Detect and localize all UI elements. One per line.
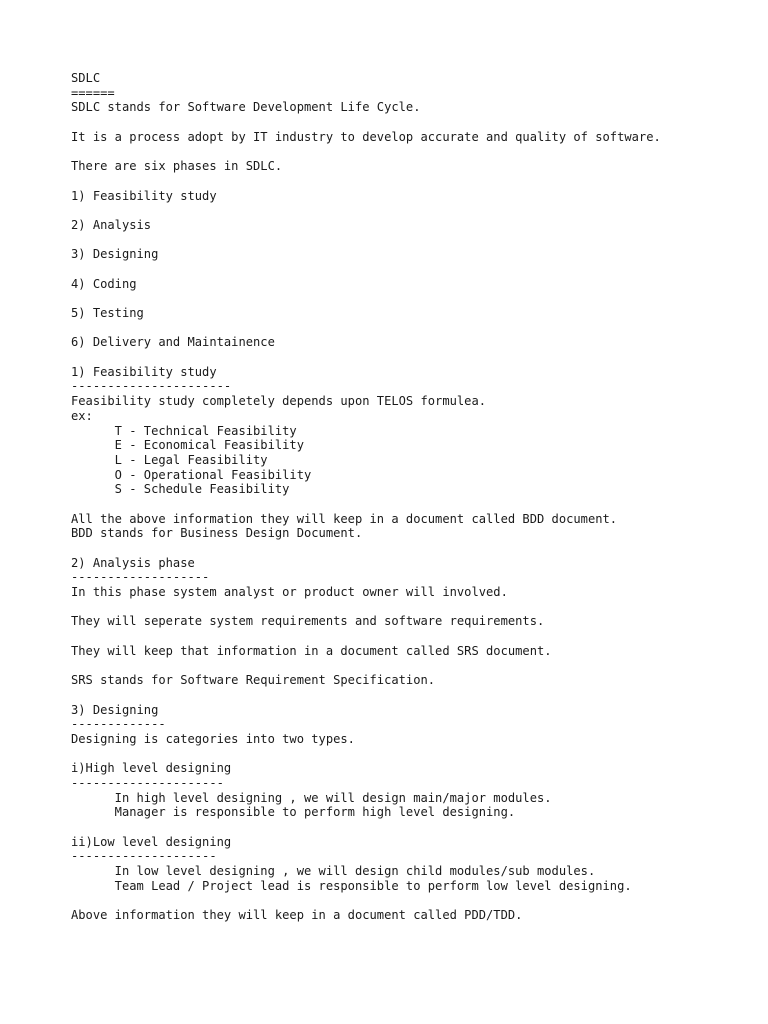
phase-list-item: 1) Feasibility study bbox=[71, 188, 217, 203]
indented-text-line: Team Lead / Project lead is responsible to perform low level designing. bbox=[71, 878, 632, 893]
telos-item: L - Legal Feasibility bbox=[71, 452, 268, 467]
text-line: They will keep that information in a document called SRS document. bbox=[71, 643, 552, 658]
text-line: They will seperate system requirements and software requirements. bbox=[71, 614, 545, 629]
indented-text-line: Manager is responsible to perform high level designing. bbox=[71, 805, 516, 820]
text-line: Above information they will keep in a document called PDD/TDD. bbox=[71, 908, 523, 923]
section-underline: ---------------------- bbox=[71, 379, 232, 394]
blank-line bbox=[71, 291, 751, 306]
title-underline: ====== bbox=[71, 85, 115, 100]
telos-item: S - Schedule Feasibility bbox=[71, 482, 290, 497]
telos-item: O - Operational Feasibility bbox=[71, 467, 312, 482]
subsection-underline: -------------------- bbox=[71, 849, 217, 864]
subsection-underline: --------------------- bbox=[71, 776, 224, 790]
text-line: SDLC stands for Software Development Life Cycle. bbox=[71, 100, 421, 115]
subsection-heading: ii)Low level designing bbox=[71, 834, 232, 849]
text-line: BDD stands for Business Design Document. bbox=[71, 526, 363, 541]
section-heading: 3) Designing bbox=[71, 702, 159, 717]
blank-line bbox=[71, 629, 751, 644]
blank-line bbox=[71, 541, 751, 556]
blank-line bbox=[71, 688, 751, 703]
indented-text-line: In high level designing , we will design main/major modules. bbox=[71, 790, 552, 805]
section-heading: 2) Analysis phase bbox=[71, 555, 195, 570]
text-line: ex: bbox=[71, 408, 93, 423]
section-heading: 1) Feasibility study bbox=[71, 364, 217, 379]
section-underline: ------------------- bbox=[71, 570, 210, 585]
telos-item: E - Economical Feasibility bbox=[71, 438, 304, 453]
document-title: SDLC bbox=[71, 71, 101, 85]
phase-list-item: 6) Delivery and Maintainence bbox=[71, 335, 275, 350]
blank-line bbox=[71, 894, 751, 909]
text-line: There are six phases in SDLC. bbox=[71, 159, 283, 174]
blank-line bbox=[71, 262, 751, 277]
subsection-heading: i)High level designing bbox=[71, 761, 232, 776]
text-line: It is a process adopt by IT industry to develop accurate and quality of software. bbox=[71, 129, 661, 144]
blank-line bbox=[71, 747, 751, 762]
blank-line bbox=[71, 144, 751, 159]
indented-text-line: In low level designing , we will design child modules/sub modules. bbox=[71, 864, 596, 879]
blank-line bbox=[71, 174, 751, 189]
text-line: In this phase system analyst or product owner will involved. bbox=[71, 585, 508, 600]
blank-line bbox=[71, 321, 751, 336]
text-line: Designing is categories into two types. bbox=[71, 731, 355, 746]
blank-line bbox=[71, 203, 751, 218]
text-line: SRS stands for Software Requirement Specification. bbox=[71, 673, 436, 688]
phase-list-item: 2) Analysis bbox=[71, 217, 152, 232]
blank-line bbox=[71, 600, 751, 615]
phase-list-item: 5) Testing bbox=[71, 306, 144, 320]
blank-line bbox=[71, 659, 751, 674]
blank-line bbox=[71, 497, 751, 512]
blank-line bbox=[71, 115, 751, 130]
document-page bbox=[71, 71, 751, 923]
text-line: Feasibility study completely depends upon TELOS formulea. bbox=[71, 394, 487, 409]
blank-line bbox=[71, 233, 751, 248]
text-line: All the above information they will keep in a document called BDD document. bbox=[71, 511, 618, 526]
telos-item: T - Technical Feasibility bbox=[71, 423, 297, 438]
blank-line bbox=[71, 820, 751, 835]
phase-list-item: 3) Designing bbox=[71, 247, 159, 262]
blank-line bbox=[71, 350, 751, 365]
section-underline: ------------- bbox=[71, 717, 166, 732]
phase-list-item: 4) Coding bbox=[71, 276, 137, 291]
